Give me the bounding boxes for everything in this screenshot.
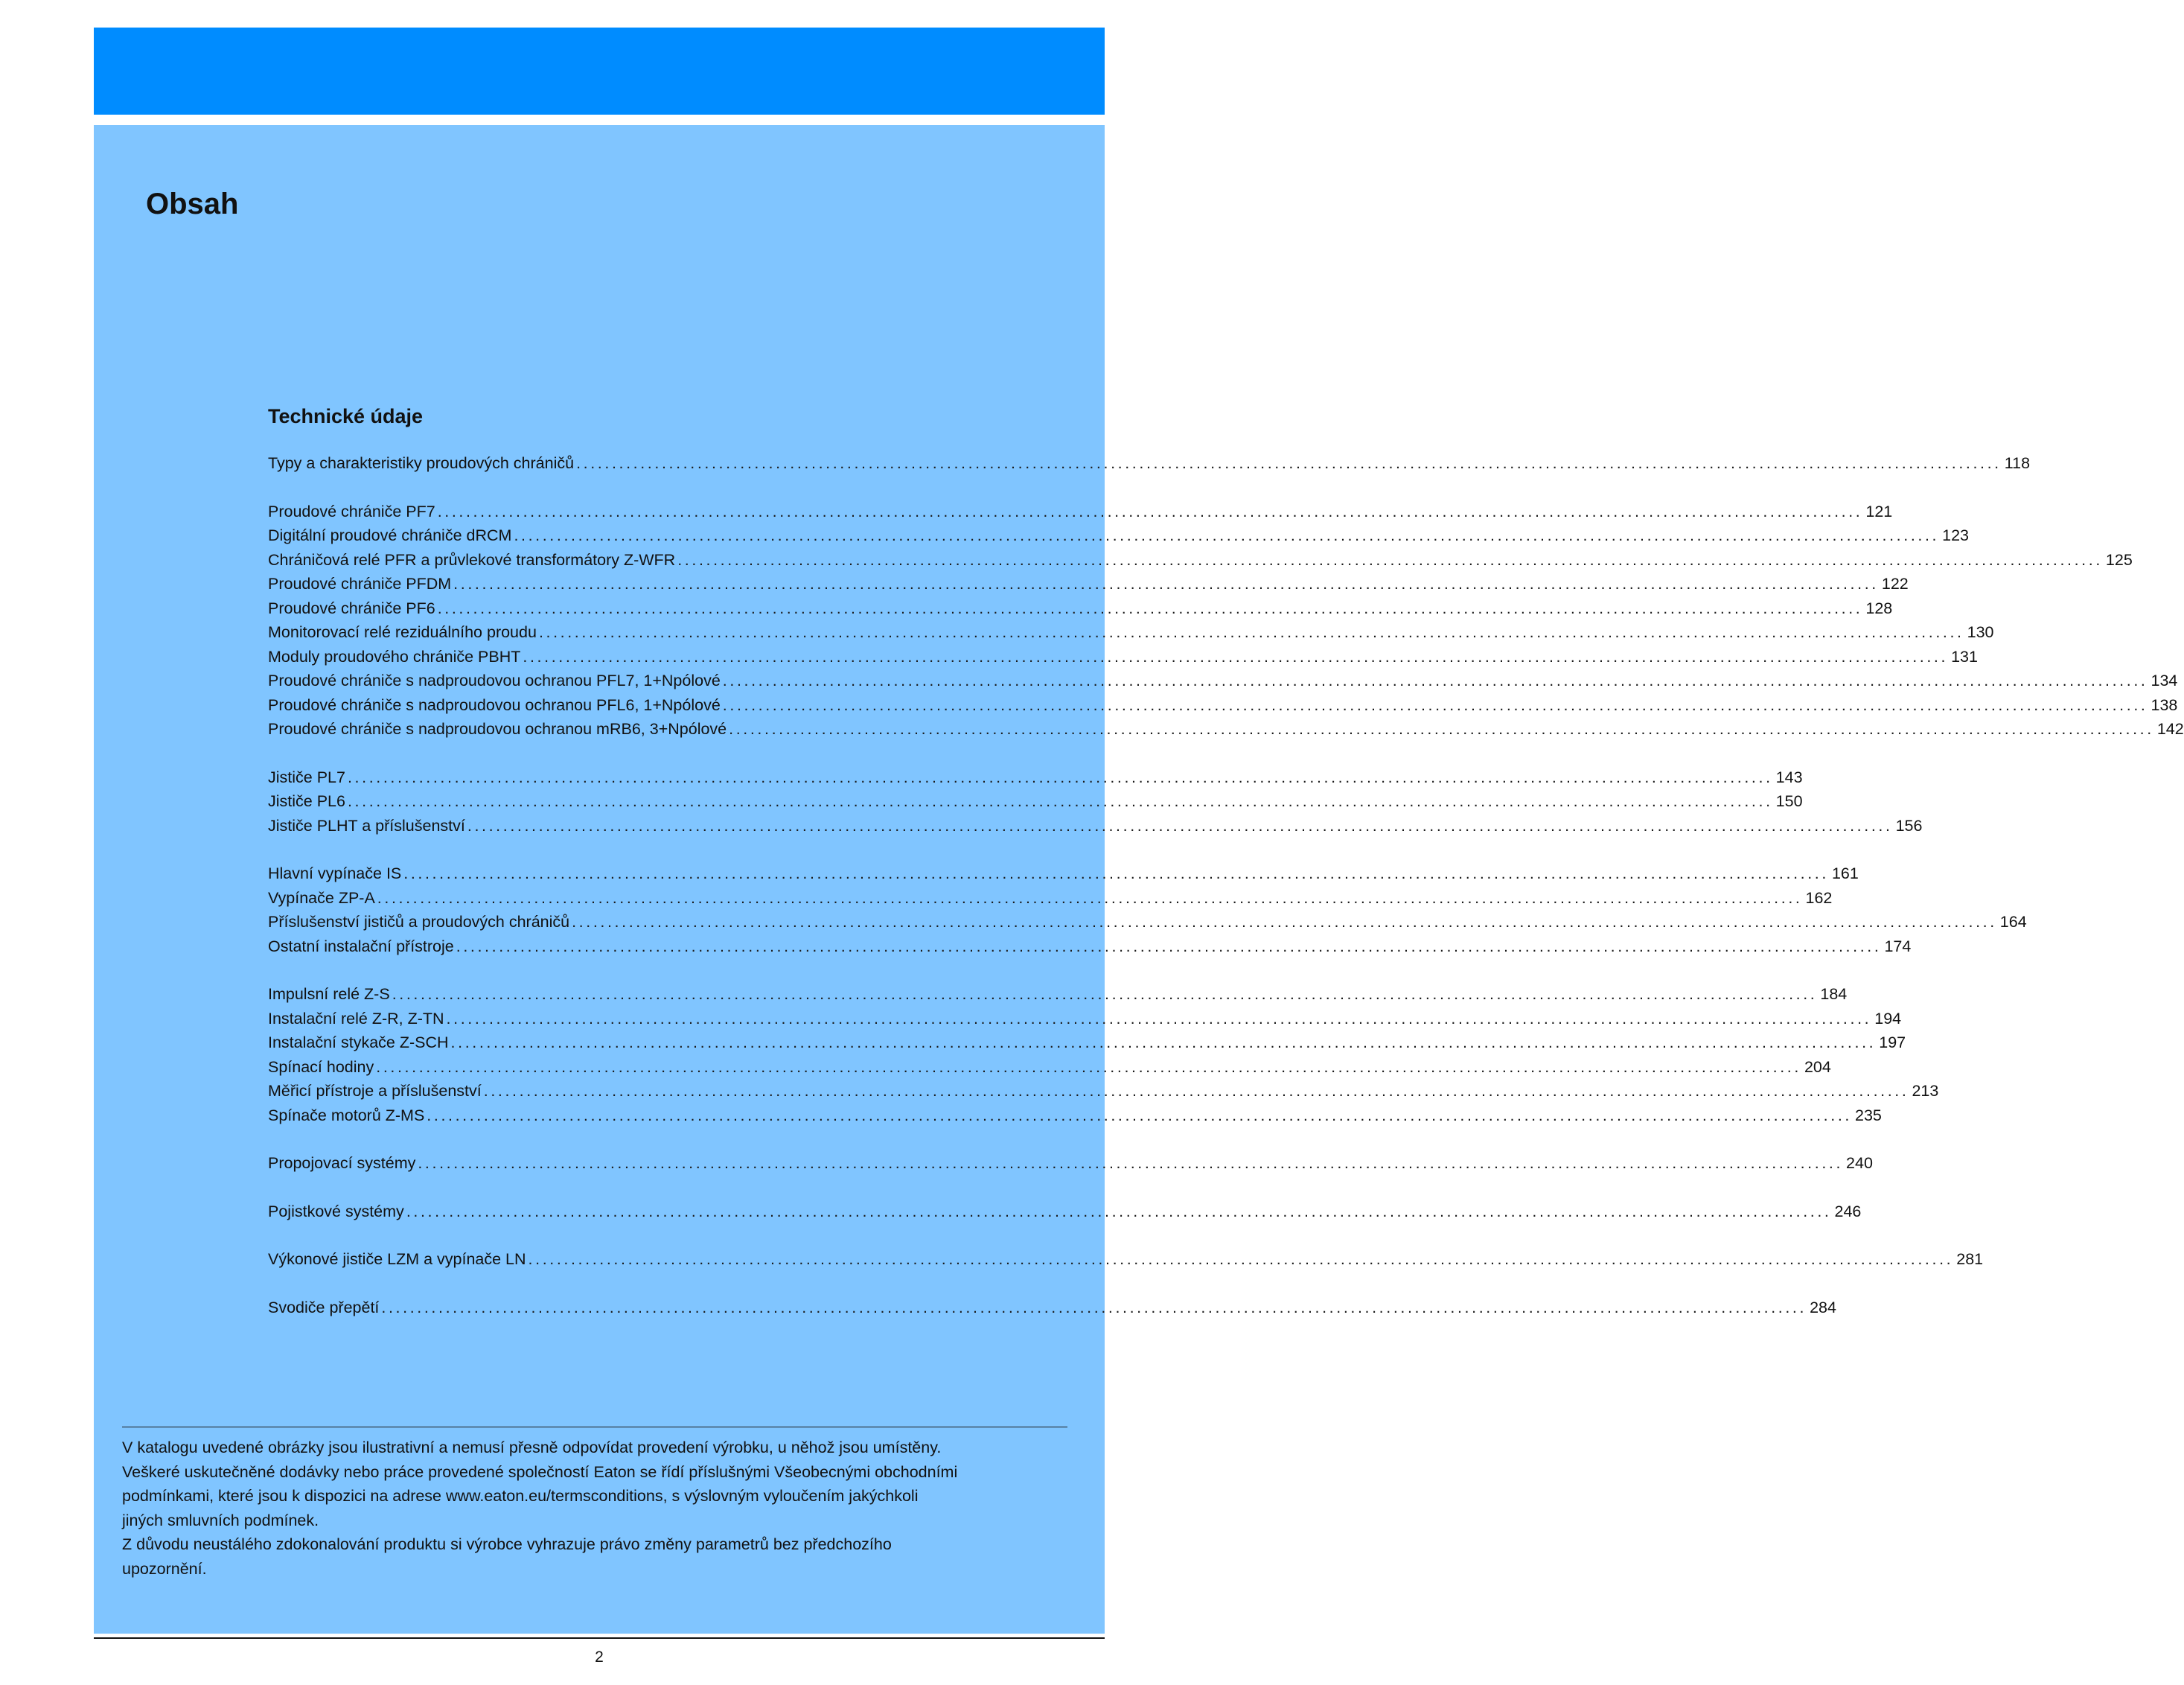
- toc-entry[interactable]: [268, 454, 2031, 479]
- toc-entry[interactable]: [268, 1033, 1906, 1058]
- dot-leader: ........................................................................................................................................................................................................: [528, 1250, 1954, 1268]
- toc-entry-page: 197: [1879, 1033, 1906, 1051]
- toc-entry-title: Propojovací systémy: [268, 1154, 416, 1172]
- toc-entry-title: Proudové chrániče s nadproudovou ochranou PFL6, 1+Npólové: [268, 695, 721, 714]
- toc-entry-page: 134: [2151, 672, 2178, 689]
- toc-entry-title: Vypínače ZP-A: [268, 888, 375, 907]
- dot-leader: ........................................................................................................................................................................................................: [523, 647, 1949, 666]
- toc-entry[interactable]: [268, 502, 1893, 527]
- toc-entry-title: Proudové chrániče PF6: [268, 599, 435, 617]
- toc-entry[interactable]: [268, 1298, 1836, 1323]
- dot-leader: ........................................................................................................................................................................................................: [347, 768, 1773, 786]
- toc-entry-title: Jističe PL7: [268, 768, 345, 786]
- dot-leader: ........................................................................................................................................................................................................: [453, 575, 1879, 593]
- toc-group: [268, 1298, 1836, 1323]
- disclaimer: [122, 1436, 1071, 1581]
- toc-entry-page: 161: [1831, 864, 1859, 882]
- dot-leader: ........................................................................................................................................................................................................: [446, 1009, 1872, 1028]
- content-panel: [94, 125, 2184, 1634]
- toc-entry-page: 125: [2105, 550, 2133, 569]
- dot-leader: ........................................................................................................................................................................................................: [467, 816, 1893, 835]
- toc-entry[interactable]: [268, 599, 1893, 624]
- dot-leader: ........................................................................................................................................................................................................: [403, 864, 1829, 882]
- toc-entry-page: 235: [1854, 1106, 1882, 1124]
- toc-group: [268, 502, 2184, 745]
- page-title: Obsah: [146, 188, 239, 220]
- dot-leader: ........................................................................................................................................................................................................: [514, 526, 1940, 544]
- toc-entry-title: Svodiče přepětí: [268, 1298, 380, 1316]
- toc-entry-title: Proudové chrániče PF7: [268, 502, 435, 520]
- toc-entry[interactable]: [268, 720, 2184, 745]
- toc-entry-page: 131: [1951, 647, 1978, 666]
- disclaimer-line: Veškeré uskutečněné dodávky nebo práce provedené společností Eaton se řídí příslušnými Všeobecnými obchodními: [122, 1462, 958, 1481]
- toc-entry-title: Pojistkové systémy: [268, 1202, 404, 1220]
- section-title: Technické údaje: [268, 405, 424, 427]
- disclaimer-line: jiných smluvních podmínek.: [122, 1511, 319, 1529]
- toc-entry-title: Instalační stykače Z-SCH: [268, 1033, 449, 1051]
- toc-entry[interactable]: [268, 1154, 1873, 1179]
- toc-entry-title: Jističe PLHT a příslušenství: [268, 816, 465, 835]
- dot-leader: ........................................................................................................................................................................................................: [406, 1202, 1832, 1220]
- dot-leader: ........................................................................................................................................................................................................: [437, 502, 1863, 520]
- dot-leader: ........................................................................................................................................................................................................: [427, 1106, 1852, 1124]
- toc-entry-title: Hlavní vypínače IS: [268, 864, 402, 882]
- toc-entry[interactable]: [268, 1082, 1939, 1106]
- dot-leader: ........................................................................................................................................................................................................: [576, 454, 2002, 472]
- toc-entry-title: Impulsní relé Z-S: [268, 985, 390, 1003]
- dot-leader: ........................................................................................................................................................................................................: [483, 1082, 1909, 1100]
- toc-entry-title: Instalační relé Z-R, Z-TN: [268, 1009, 444, 1028]
- dot-leader: ........................................................................................................................................................................................................: [538, 623, 1964, 641]
- dot-leader: ........................................................................................................................................................................................................: [450, 1033, 1877, 1051]
- toc-entry-page: 246: [1834, 1202, 1862, 1220]
- dot-leader: ........................................................................................................................................................................................................: [722, 672, 2148, 689]
- toc-entry[interactable]: [268, 913, 2027, 937]
- toc-entry-page: 213: [1912, 1082, 1939, 1100]
- toc-entry-title: Spínací hodiny: [268, 1057, 374, 1076]
- toc-entry-title: Spínače motorů Z-MS: [268, 1106, 425, 1124]
- toc-entry[interactable]: [268, 647, 1978, 672]
- toc-entry[interactable]: [268, 672, 2178, 696]
- toc-entry[interactable]: [268, 1106, 1882, 1131]
- toc-entry-page: 281: [1956, 1250, 1984, 1268]
- dot-leader: ........................................................................................................................................................................................................: [376, 1057, 1801, 1076]
- toc-entry-page: 130: [1967, 623, 1994, 641]
- dot-leader: ........................................................................................................................................................................................................: [418, 1154, 1844, 1172]
- toc-entry[interactable]: [268, 695, 2178, 721]
- toc-entry[interactable]: [268, 768, 1803, 793]
- toc-entry-title: Proudové chrániče s nadproudovou ochranou PFL7, 1+Npólové: [268, 672, 721, 689]
- toc-entry-title: Výkonové jističe LZM a vypínače LN: [268, 1250, 526, 1268]
- toc-entry[interactable]: [268, 623, 1994, 648]
- toc-group: [268, 768, 1923, 841]
- toc-entry[interactable]: [268, 985, 1848, 1010]
- toc-entry-page: 123: [1942, 526, 1969, 544]
- dot-leader: ........................................................................................................................................................................................................: [677, 550, 2103, 569]
- toc-entry-title: Příslušenství jističů a proudových chráničů: [268, 913, 570, 931]
- dot-leader: ........................................................................................................................................................................................................: [392, 985, 1818, 1003]
- toc-entry[interactable]: [268, 1202, 1862, 1227]
- toc-entry[interactable]: [268, 1009, 1902, 1034]
- toc-group: [268, 985, 1939, 1130]
- dot-leader: ........................................................................................................................................................................................................: [729, 720, 2154, 738]
- toc-entry-title: Jističe PL6: [268, 792, 345, 810]
- toc-entry-title: Digitální proudové chrániče dRCM: [268, 526, 512, 544]
- toc-entry-page: 150: [1775, 792, 1803, 810]
- toc-entry-title: Ostatní instalační přístroje: [268, 937, 454, 955]
- dot-leader: ........................................................................................................................................................................................................: [377, 888, 1803, 907]
- toc-entry-title: Chráničová relé PFR a průvlekové transformátory Z-WFR: [268, 550, 676, 569]
- dot-leader: ........................................................................................................................................................................................................: [347, 792, 1773, 810]
- toc-entry-title: Proudové chrániče PFDM: [268, 575, 452, 593]
- toc-entry-title: Proudové chrániče s nadproudovou ochranou mRB6, 3+Npólové: [268, 720, 727, 738]
- toc-entry-page: 122: [1881, 575, 1909, 593]
- toc-entry[interactable]: [268, 550, 2133, 576]
- toc-entry-page: 162: [1805, 888, 1833, 907]
- toc-group: [268, 1250, 1984, 1275]
- toc-group: [268, 864, 2027, 961]
- header-bar: [94, 28, 1105, 115]
- toc-entry-page: 118: [2004, 454, 2031, 472]
- toc-entry-page: 284: [1810, 1298, 1836, 1316]
- toc-entry-page: 164: [1999, 913, 2027, 931]
- toc-entry-page: 143: [1775, 768, 1803, 786]
- toc-entry-page: 184: [1820, 985, 1848, 1003]
- toc-entry[interactable]: [268, 526, 1969, 551]
- dot-leader: ........................................................................................................................................................................................................: [381, 1298, 1807, 1316]
- disclaimer-line: podmínkami, které jsou k dispozici na adrese www.eaton.eu/termsconditions, s výslovným vyloučením jakýchkoli: [122, 1487, 919, 1505]
- toc-entry[interactable]: [268, 792, 1803, 817]
- toc-entry-page: 138: [2151, 695, 2178, 714]
- toc-entry-page: 128: [1865, 599, 1893, 617]
- disclaimer-line: V katalogu uvedené obrázky jsou ilustrativní a nemusí přesně odpovídat provedení výrobku, u něhož jsou umístěny.: [122, 1439, 942, 1456]
- disclaimer-line: upozornění.: [122, 1559, 207, 1578]
- dot-leader: ........................................................................................................................................................................................................: [437, 599, 1863, 617]
- toc-entry[interactable]: [268, 864, 1859, 889]
- toc-entry-title: Monitorovací relé reziduálního proudu: [268, 623, 537, 641]
- disclaimer-line: Z důvodu neustálého zdokonalování produktu si výrobce vyhrazuje právo změny parametrů bez předchozího: [122, 1535, 892, 1553]
- toc-entry[interactable]: [268, 1057, 1831, 1083]
- toc-entry-page: 240: [1846, 1154, 1873, 1172]
- toc-entry[interactable]: [268, 816, 1923, 841]
- toc-entry[interactable]: [268, 1250, 1984, 1275]
- dot-leader: ........................................................................................................................................................................................................: [456, 937, 1882, 955]
- toc-entry[interactable]: [268, 575, 1909, 599]
- toc-entry-page: 204: [1804, 1057, 1831, 1076]
- toc-entry-page: 174: [1884, 937, 1912, 955]
- toc-entry-page: 194: [1874, 1009, 1902, 1028]
- toc-group: [268, 1202, 1862, 1227]
- toc-entry-page: 142: [2156, 720, 2184, 738]
- toc-entry-title: Moduly proudového chrániče PBHT: [268, 647, 521, 666]
- dot-leader: ........................................................................................................................................................................................................: [572, 913, 1997, 931]
- toc-entry-page: 121: [1865, 502, 1893, 520]
- footer-divider: [94, 1637, 1105, 1639]
- dot-leader: ........................................................................................................................................................................................................: [722, 695, 2148, 714]
- toc-entry[interactable]: [268, 888, 1833, 914]
- toc-group: [268, 454, 2031, 479]
- toc-group: [268, 1154, 1873, 1179]
- page-number: 2: [595, 1649, 604, 1666]
- table-of-contents: [268, 454, 2184, 1346]
- toc-entry-title: Měřicí přístroje a příslušenství: [268, 1082, 482, 1100]
- toc-entry-title: Typy a charakteristiky proudových chráničů: [268, 454, 575, 472]
- toc-entry[interactable]: [268, 937, 1912, 962]
- toc-entry-page: 156: [1895, 816, 1923, 835]
